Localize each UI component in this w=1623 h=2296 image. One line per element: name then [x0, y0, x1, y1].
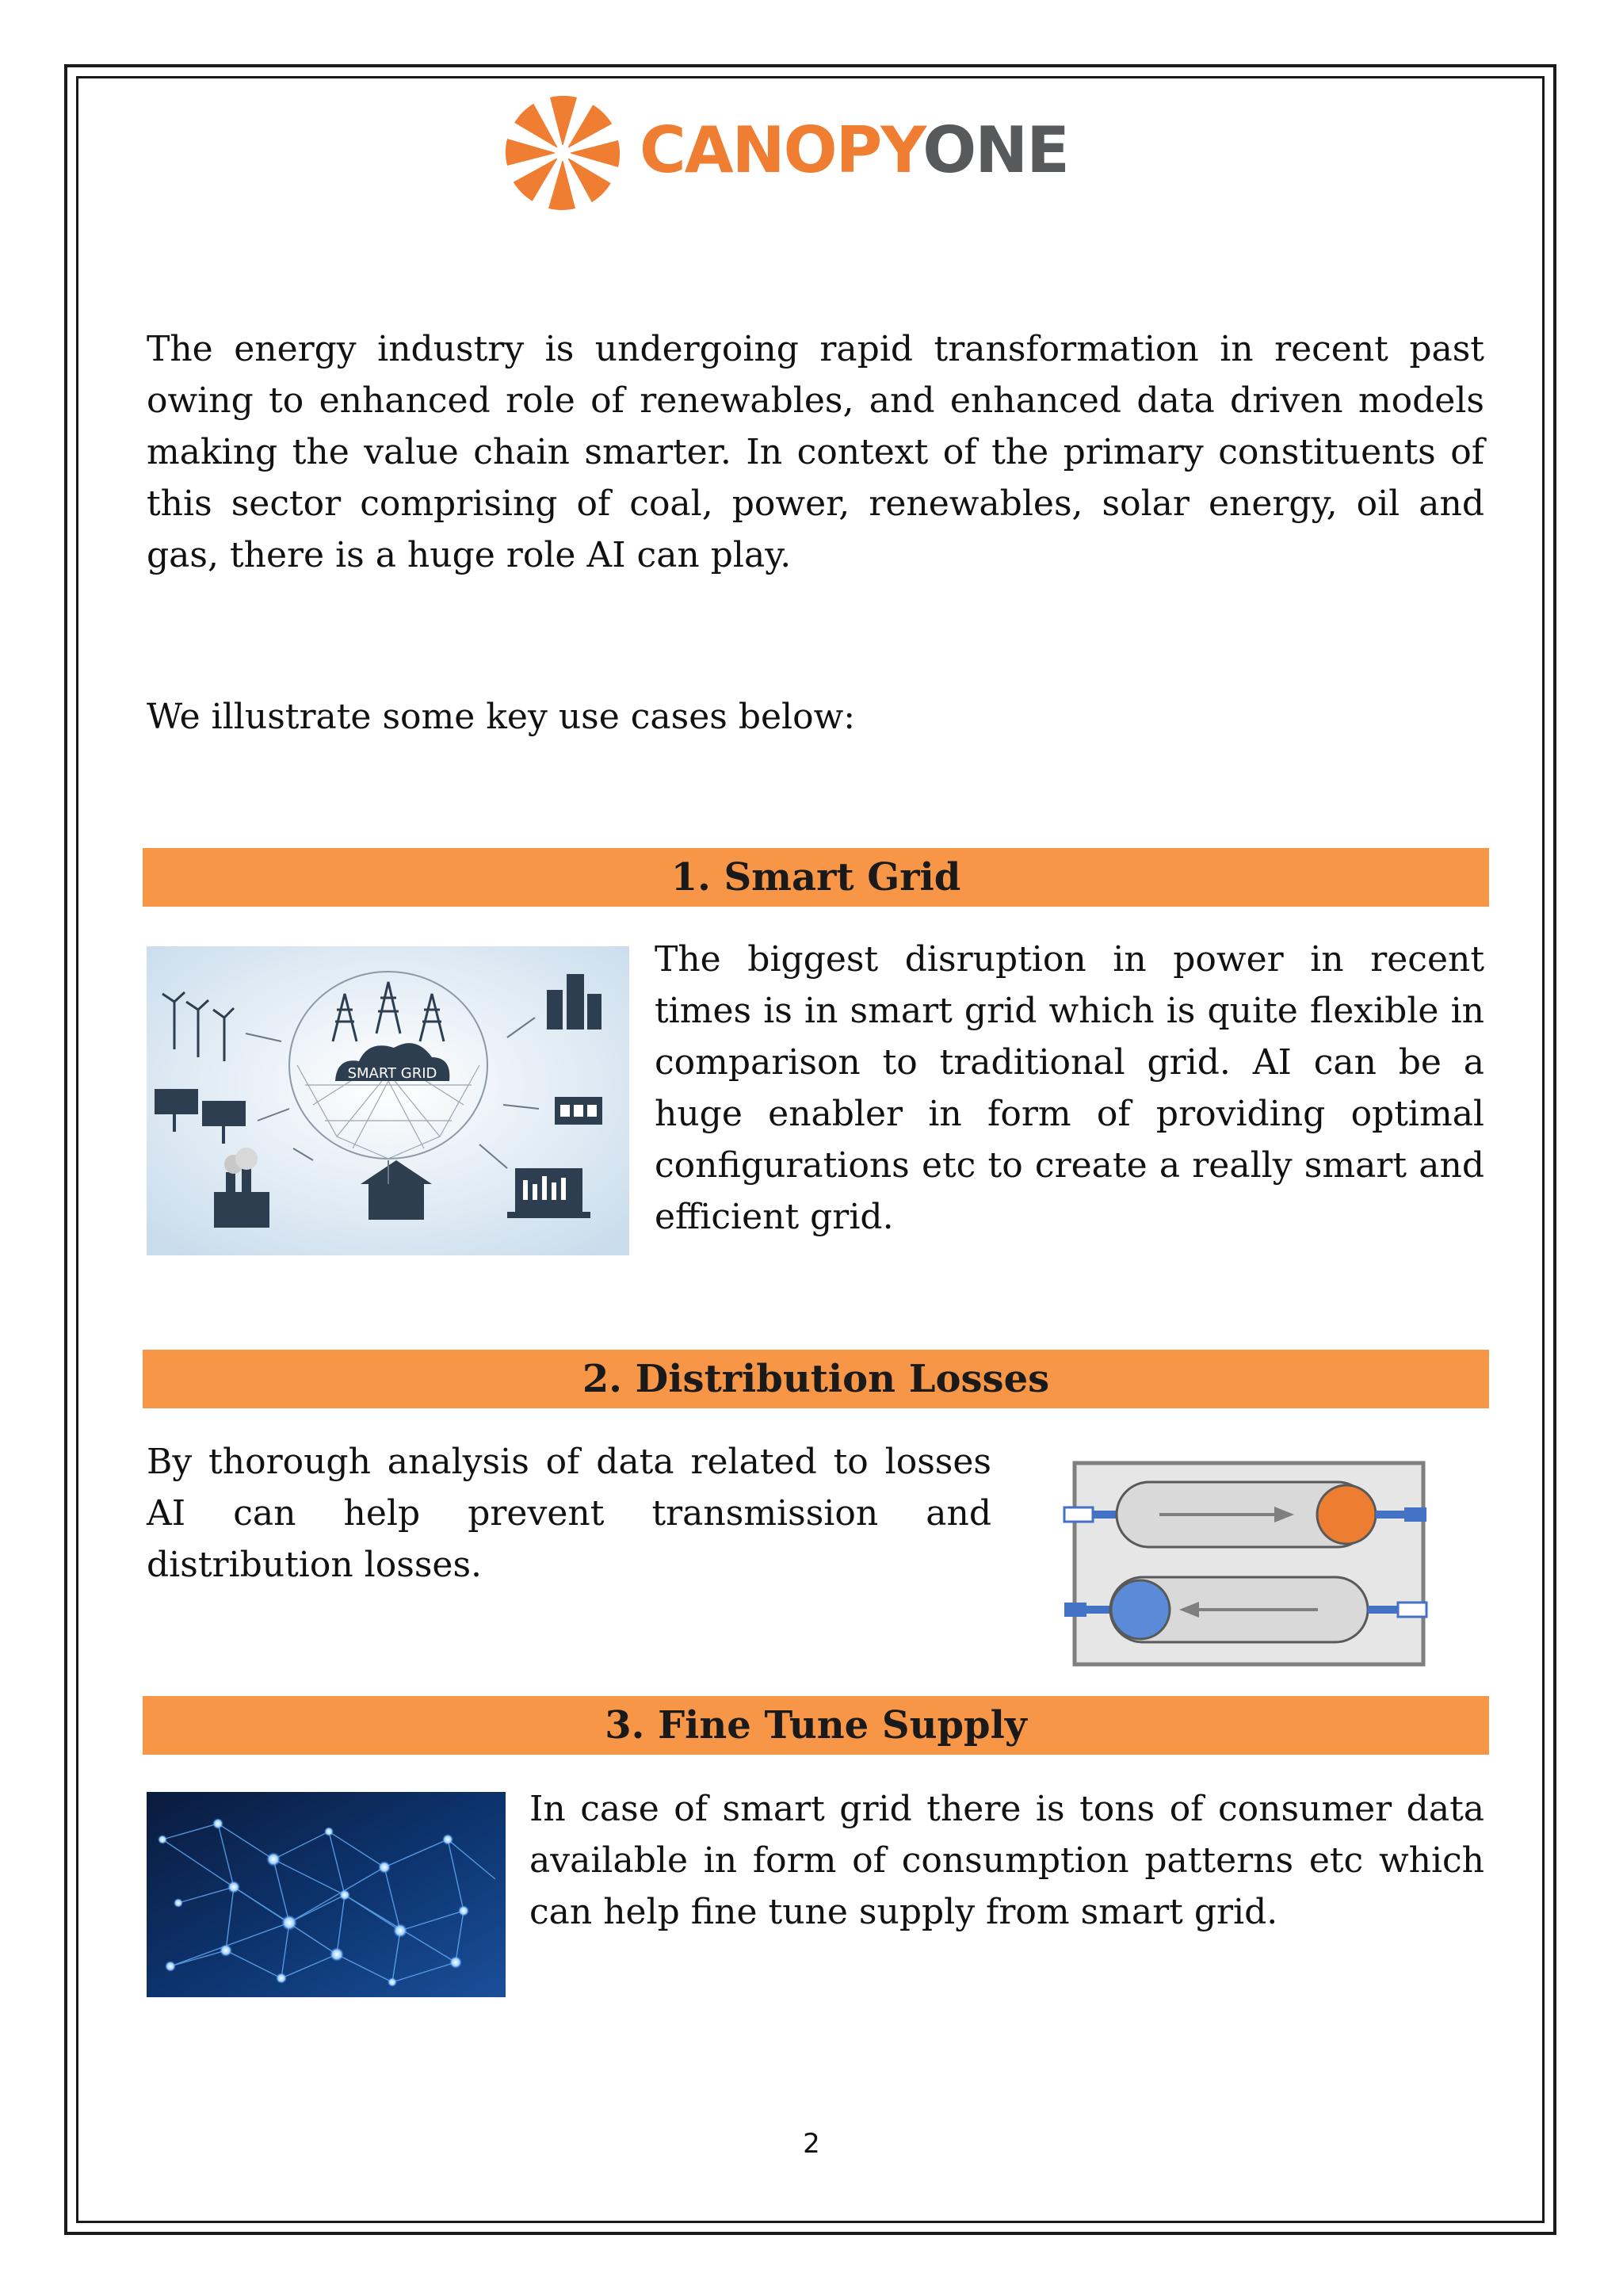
section-heading-bar-distribution-losses	[143, 1350, 1489, 1408]
section-heading: 2. Distribution Losses	[582, 1357, 1050, 1401]
smart-grid-label: SMART GRID	[347, 1065, 437, 1082]
intro-paragraph: The energy industry is undergoing rapid transformation in recent past owing to enhanced role of renewables, and enhanced data driven models making the value chain smarter. In context of the primary constituents of this sector comprising of coal, power, renewables, solar energy, oil and gas, there is a huge role AI can play.	[147, 329, 1484, 575]
section-heading: 1. Smart Grid	[670, 855, 961, 900]
logo-word-canopy: CANOPY	[640, 113, 923, 187]
page-number: 2	[803, 2128, 820, 2160]
section-body-distribution-losses: By thorough analysis of data related to losses AI can help prevent transmission and distribution losses.	[147, 1442, 991, 1585]
distribution-diagram	[1056, 1458, 1445, 1671]
section-heading-bar-fine-tune-supply	[143, 1696, 1489, 1755]
section-body-fine-tune-supply: In case of smart grid there is tons of consumer data available in form of consumption patterns etc which can help fine tune supply from smart grid.	[529, 1789, 1484, 1932]
network-illustration	[147, 1792, 506, 1997]
logo-word-one: ONE	[922, 113, 1068, 187]
section-heading: 3. Fine Tune Supply	[605, 1703, 1027, 1748]
canopyone-logo	[503, 94, 1106, 212]
smart-grid-illustration	[147, 946, 629, 1255]
logo-wordmark	[640, 111, 1068, 190]
canopy-sunburst-icon	[503, 94, 622, 212]
section-body-smart-grid: The biggest disruption in power in recent times is in smart grid which is quite flexible in comparison to traditional grid. AI can be a huge enabler in form of providing optimal configurations etc to create a really smart and efficient grid.	[655, 939, 1484, 1237]
lead-sentence: We illustrate some key use cases below:	[147, 697, 856, 737]
section-heading-bar-smart-grid	[143, 848, 1489, 907]
